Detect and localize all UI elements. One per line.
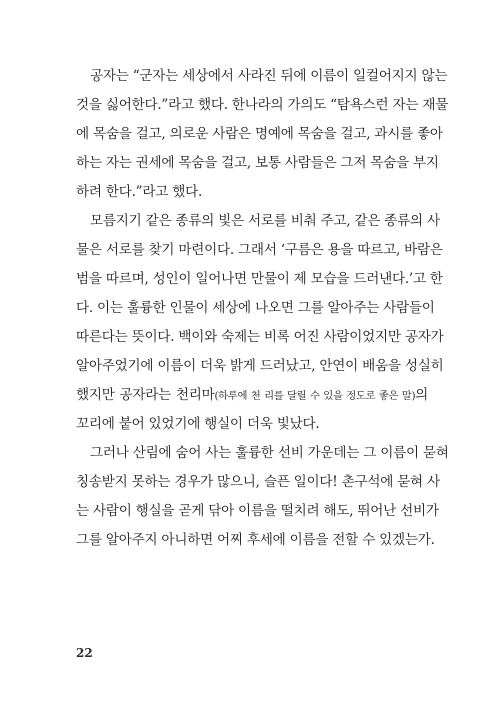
text-line: 칭송받지 못하는 경우가 많으니, 슬픈 일이다! 촌구석에 묻혀 사 [76, 474, 440, 490]
text-line: 그를 알아주지 아니하면 어찌 후세에 이름을 전할 수 있겠는가. [76, 532, 435, 548]
text-line: 는 사람이 행실을 곧게 닦아 이름을 떨치려 해도, 뛰어난 선비가 [76, 503, 439, 519]
text-line: 에 목숨을 걸고, 의로운 사람은 명예에 목숨을 걸고, 과시를 좋아 [76, 126, 443, 142]
text-line: 것을 싫어한다.”라고 했다. 한나라의 가의도 “탐욕스런 자는 재물 [76, 97, 449, 113]
text-line: 하는 자는 권세에 목숨을 걸고, 보통 사람들은 그저 목숨을 부지 [76, 155, 439, 171]
text-line: 꼬리에 붙어 있었기에 행실이 더욱 빛났다. [76, 416, 320, 432]
text-line: 하려 한다.”라고 했다. [76, 184, 203, 200]
text-line-with-note [76, 385, 428, 405]
page-number: 22 [76, 646, 93, 660]
text-line: 그러나 산림에 숨어 사는 훌륭한 선비 가운데는 그 이름이 묻혀 [90, 445, 449, 461]
text-line: 다. 이는 훌륭한 인물이 세상에 나오면 그를 알아주는 사람들이 [76, 300, 435, 316]
text-span: 했지만 공자라는 천리마 [76, 387, 215, 403]
inline-annotation: (하루에 천 리를 달릴 수 있을 정도로 좋은 말) [214, 390, 416, 402]
text-line: 따른다는 뜻이다. 백이와 숙제는 비록 어진 사람이었지만 공자가 [76, 329, 444, 345]
text-line: 공자는 “군자는 세상에서 사라진 뒤에 이름이 일컬어지지 않는 [90, 68, 448, 84]
text-line: 알아주었기에 이름이 더욱 밝게 드러났고, 안연이 배움을 성실히 [76, 358, 444, 374]
text-line: 물은 서로를 찾기 마련이다. 그래서 ‘구름은 용을 따르고, 바람은 [76, 242, 443, 258]
text-line: 모름지기 같은 종류의 빛은 서로를 비춰 주고, 같은 종류의 사 [90, 213, 440, 229]
text-span: 의 [415, 387, 428, 403]
text-line: 범을 따르며, 성인이 일어나면 만물이 제 모습을 드러낸다.’고 한 [76, 271, 443, 287]
